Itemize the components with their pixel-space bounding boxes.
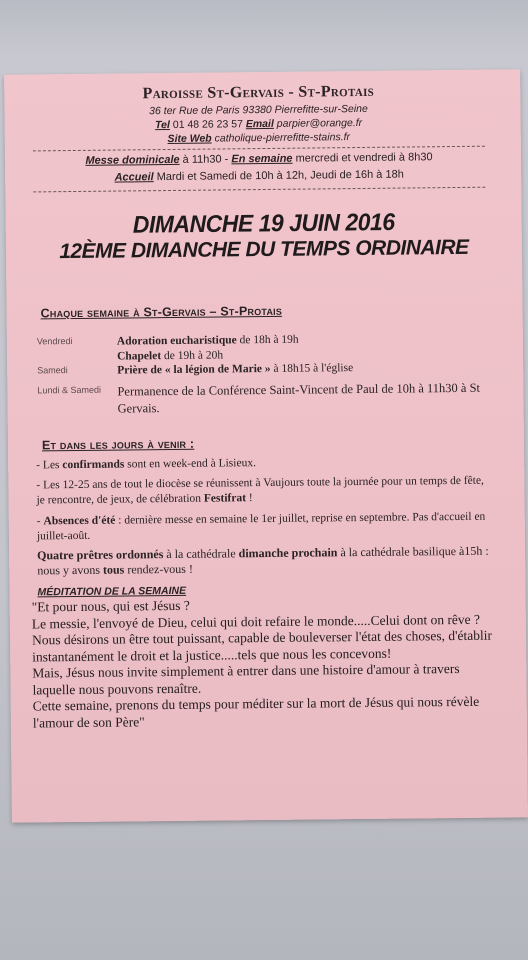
meditation-line: Mais, Jésus nous invite simplement à entrer dans une histoire d'amour à travers laquelle nous pouvons renaître.: [32, 660, 460, 697]
news-highlight: Absences d'été: [43, 514, 116, 528]
schedule-event: Prière de « la légion de Marie »: [117, 362, 271, 377]
schedule-time: de 18h à 19h: [236, 333, 299, 347]
news-text: : dernière messe en semaine le 1er juillet, reprise en septembre. Pas d'accueil en juillet-août.: [36, 510, 486, 543]
mass-label: Messe dominicale: [85, 153, 180, 167]
news-item: [37, 510, 495, 545]
schedule-event: Adoration eucharistique: [116, 334, 237, 348]
date-title: DIMANCHE 19 JUIN 2016: [132, 207, 395, 239]
meditation-line: Nous désirons un être tout puissant, capable de bouleverser l'état des choses, d'établir instantanément le droit et la justice.....tels que nous les concevons!: [31, 627, 493, 664]
week-label: En semaine: [231, 152, 293, 166]
parish-name: Paroisse St-Gervais - St-Protais: [142, 82, 375, 103]
weekly-heading: Chaque semaine à St-Gervais – St-Protais: [40, 303, 283, 321]
schedule-desc: [117, 360, 497, 379]
email-address: parpier@orange.fr: [276, 116, 363, 130]
news-highlight: Quatre prêtres ordonnés: [37, 547, 164, 563]
parish-address: 36 ter Rue de Paris 93380 Pierrefitte-sur-Seine: [149, 102, 368, 118]
schedule-day: Vendredi: [36, 336, 73, 347]
news-item: [36, 474, 494, 509]
schedule-time: de 19h à 20h: [161, 349, 224, 363]
news-text: à la cathédrale: [163, 546, 239, 562]
site-url: catholique-pierrefitte-stains.fr: [214, 131, 351, 145]
week-text: mercredi et vendredi à 8h30: [295, 151, 433, 165]
schedule-time: à 18h15 à l'église: [270, 362, 354, 375]
parish-leaflet: [4, 69, 528, 822]
leaflet-header: [34, 82, 483, 147]
news-item: [36, 454, 494, 474]
sunday-title: 12ÈME DIMANCHE DU TEMPS ORDINAIRE: [59, 235, 469, 264]
news-text: -: [36, 515, 44, 528]
meditation-line: Le messie, l'envoyé de Dieu, celui qui doit refaire le monde.....Celui dont on rêve ?: [31, 611, 481, 631]
meditation-line: "Et pour nous, qui est Jésus ?: [31, 597, 190, 615]
mass-text: à 11h30 -: [182, 153, 232, 166]
schedule-desc: Permanence de la Conférence Saint-Vincent de Paul de 10h à 11h30 à St Gervais.: [117, 380, 481, 416]
news-highlight: Festifrat: [203, 492, 247, 505]
news-text: !: [245, 492, 253, 505]
news-highlight: tous: [102, 562, 125, 577]
schedule-row: [37, 380, 497, 419]
schedule-event: Chapelet: [116, 350, 162, 363]
news-text: - Les 12-25 ans de tout le diocèse se réunissent à Vaujours toute la journée pour un temps de fête, je rencontre, de jeux, de célébration: [36, 474, 484, 507]
news-highlight: dimanche prochain: [238, 545, 338, 561]
welcome-text: Mardi et Samedi de 10h à 12h, Jeudi de 16h à 18h: [156, 168, 404, 184]
schedule-box: [33, 146, 485, 193]
news-item: [37, 544, 495, 579]
meditation-text: [32, 595, 503, 732]
meditation-line: Cette semaine, prenons du temps pour méditer sur la mort de Jésus qui nous révèle l'amour de son Père": [32, 693, 480, 730]
upcoming-heading: Et dans les jours à venir :: [41, 436, 195, 453]
news-text: à la cathédrale basilique à15h : nous y avons: [37, 543, 489, 578]
news-text: sont en week-end à Lisieux.: [124, 457, 256, 471]
news-text: - Les: [36, 459, 63, 472]
tel-number: 01 48 26 23 57: [172, 118, 243, 131]
tel-label: Tel: [155, 118, 170, 132]
welcome-label: Accueil: [114, 171, 154, 184]
schedule-day: Samedi: [37, 365, 68, 376]
website-line: [35, 130, 483, 147]
meditation-heading: MÉDITATION DE LA SEMAINE: [37, 584, 187, 599]
email-label: Email: [245, 117, 274, 131]
site-label: Site Web: [167, 132, 212, 146]
news-highlight: confirmands: [62, 458, 125, 472]
schedule-day: Lundi & Samedi: [37, 384, 102, 396]
news-text: rendez-vous !: [124, 561, 194, 577]
